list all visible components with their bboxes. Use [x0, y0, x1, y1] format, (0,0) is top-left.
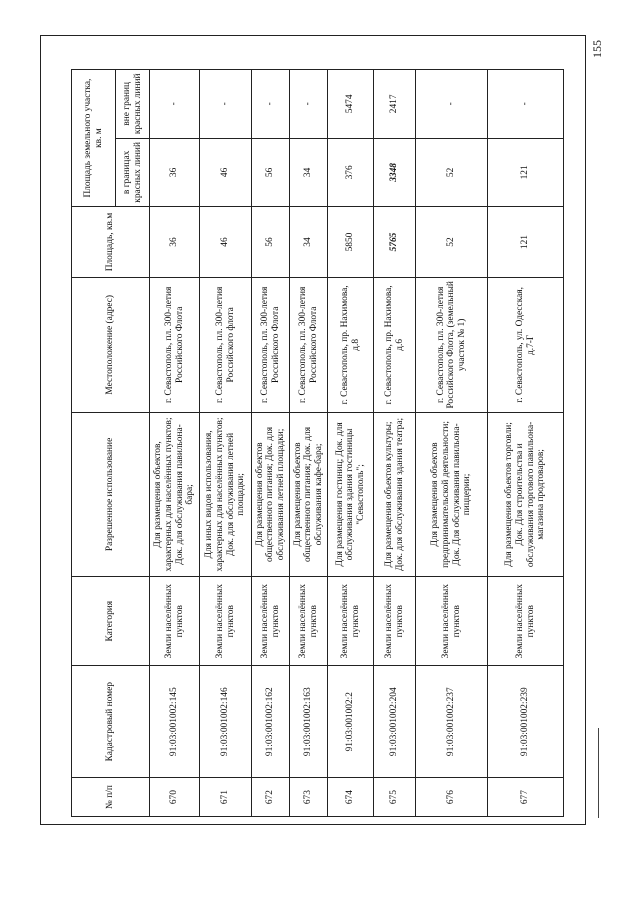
cell-cadastral: 91:03:001002:146	[200, 666, 252, 778]
cell-inside: 376	[328, 138, 374, 207]
cell-cadastral: 91:03:001002:2	[328, 666, 374, 778]
cell-usage: Для размещения гостиниц; Док. для обслуживания здания гостиницы "Севастополь";	[328, 412, 374, 576]
cell-location: г. Севастополь, пл. 300-летия Российского Флота	[150, 277, 200, 412]
cell-usage: Для размещения объектов предпринимательской деятельности; Док. Для обслуживания павильона-пиццерии;	[416, 412, 488, 576]
cell-inside: 52	[416, 138, 488, 207]
cell-inside: 34	[290, 138, 328, 207]
header-land-area: Площадь земельного участка, кв. м	[72, 70, 116, 207]
cell-num: 675	[374, 778, 416, 817]
cell-cadastral: 91:03:001002:145	[150, 666, 200, 778]
cell-inside: 36	[150, 138, 200, 207]
cell-category: Земли населённых пунктов	[416, 577, 488, 666]
cell-outside: -	[150, 70, 200, 139]
cell-num: 677	[488, 778, 564, 817]
cell-area: 34	[290, 207, 328, 278]
cell-cadastral: 91:03:001002:204	[374, 666, 416, 778]
cell-num: 673	[290, 778, 328, 817]
cell-area: 56	[252, 207, 290, 278]
cell-category: Земли населённых пунктов	[150, 577, 200, 666]
cell-inside: 121	[488, 138, 564, 207]
cell-location: г. Севастополь, пр. Нахимова, д.8	[328, 277, 374, 412]
cell-outside: 5474	[328, 70, 374, 139]
table-row	[290, 70, 328, 817]
table-row	[374, 70, 416, 817]
cell-usage: Для размещения объектов общественного питания; Док. для обслуживания летней площадки;	[252, 412, 290, 576]
cell-usage: Для размещения объектов торговли; Док. Для строительства и обслуживания торгового павильона-магазина продтоваров;	[488, 412, 564, 576]
header-area: Площадь, кв.м	[72, 207, 150, 278]
rotated-table-container	[71, 69, 547, 817]
cell-area: 5765	[374, 207, 416, 278]
cell-category: Земли населённых пунктов	[200, 577, 252, 666]
cell-location: г. Севастополь, пл. 300-летия Российского флота	[200, 277, 252, 412]
cell-area: 52	[416, 207, 488, 278]
cell-outside: -	[488, 70, 564, 139]
cell-category: Земли населённых пунктов	[374, 577, 416, 666]
cell-num: 671	[200, 778, 252, 817]
cell-inside: 46	[200, 138, 252, 207]
cell-cadastral: 91:03:001002:163	[290, 666, 328, 778]
cell-category: Земли населённых пунктов	[328, 577, 374, 666]
table-row	[150, 70, 200, 817]
table-row	[488, 70, 564, 817]
cell-category: Земли населённых пунктов	[488, 577, 564, 666]
cell-location: г. Севастополь, пр. Нахимова, д.6	[374, 277, 416, 412]
cell-outside: -	[252, 70, 290, 139]
cell-num: 670	[150, 778, 200, 817]
cell-area: 36	[150, 207, 200, 278]
header-cadastral: Кадастровый номер	[72, 666, 150, 778]
cell-location: г. Севастополь, пл. 300-летия Российского Флота, (земельный участок № 1)	[416, 277, 488, 412]
cell-inside: 3348	[374, 138, 416, 207]
cell-area: 121	[488, 207, 564, 278]
cell-cadastral: 91:03:001002:162	[252, 666, 290, 778]
margin-rule	[598, 728, 599, 818]
header-category: Категория	[72, 577, 150, 666]
cell-num: 676	[416, 778, 488, 817]
cell-outside: 2417	[374, 70, 416, 139]
cell-inside: 56	[252, 138, 290, 207]
cell-usage: Для размещения объектов культуры; Док. для обслуживания здания театра;	[374, 412, 416, 576]
cell-outside: -	[200, 70, 252, 139]
table-row	[200, 70, 252, 817]
cell-cadastral: 91:03:001002:239	[488, 666, 564, 778]
cell-cadastral: 91:03:001002:237	[416, 666, 488, 778]
cell-area: 5850	[328, 207, 374, 278]
page-number: 155	[590, 40, 604, 58]
cell-area: 46	[200, 207, 252, 278]
header-usage: Разрешенное использование	[72, 412, 150, 576]
table-row	[252, 70, 290, 817]
cell-category: Земли населённых пунктов	[290, 577, 328, 666]
table-row	[416, 70, 488, 817]
cell-num: 674	[328, 778, 374, 817]
cell-outside: -	[290, 70, 328, 139]
cell-location: г. Севастополь, пл. 300-летия Российского Флота	[290, 277, 328, 412]
header-outside-red: вне границ красных линий	[116, 70, 150, 139]
cell-location: г. Севастополь, пл. 300-летия Российского Флота	[252, 277, 290, 412]
header-inside-red: в границах красных линий	[116, 138, 150, 207]
cell-usage: Для размещения объектов, характерных для населённых пунктов; Док. для обслуживания павильона-бара;	[150, 412, 200, 576]
cell-outside: -	[416, 70, 488, 139]
land-plots-table	[71, 69, 564, 817]
cell-usage: Для иных видов использования, характерных для населённых пунктов; Док. для обслуживания летней площадки;	[200, 412, 252, 576]
cell-location: г. Севастополь, ул. Одесская, д.7-Г	[488, 277, 564, 412]
header-num: № п/п	[72, 778, 150, 817]
header-location: Местоположение (адрес)	[72, 277, 150, 412]
cell-usage: Для размещения объектов общественного питания; Док. для обслуживания кафе-бара;	[290, 412, 328, 576]
cell-num: 672	[252, 778, 290, 817]
cell-category: Земли населённых пунктов	[252, 577, 290, 666]
table-row	[328, 70, 374, 817]
